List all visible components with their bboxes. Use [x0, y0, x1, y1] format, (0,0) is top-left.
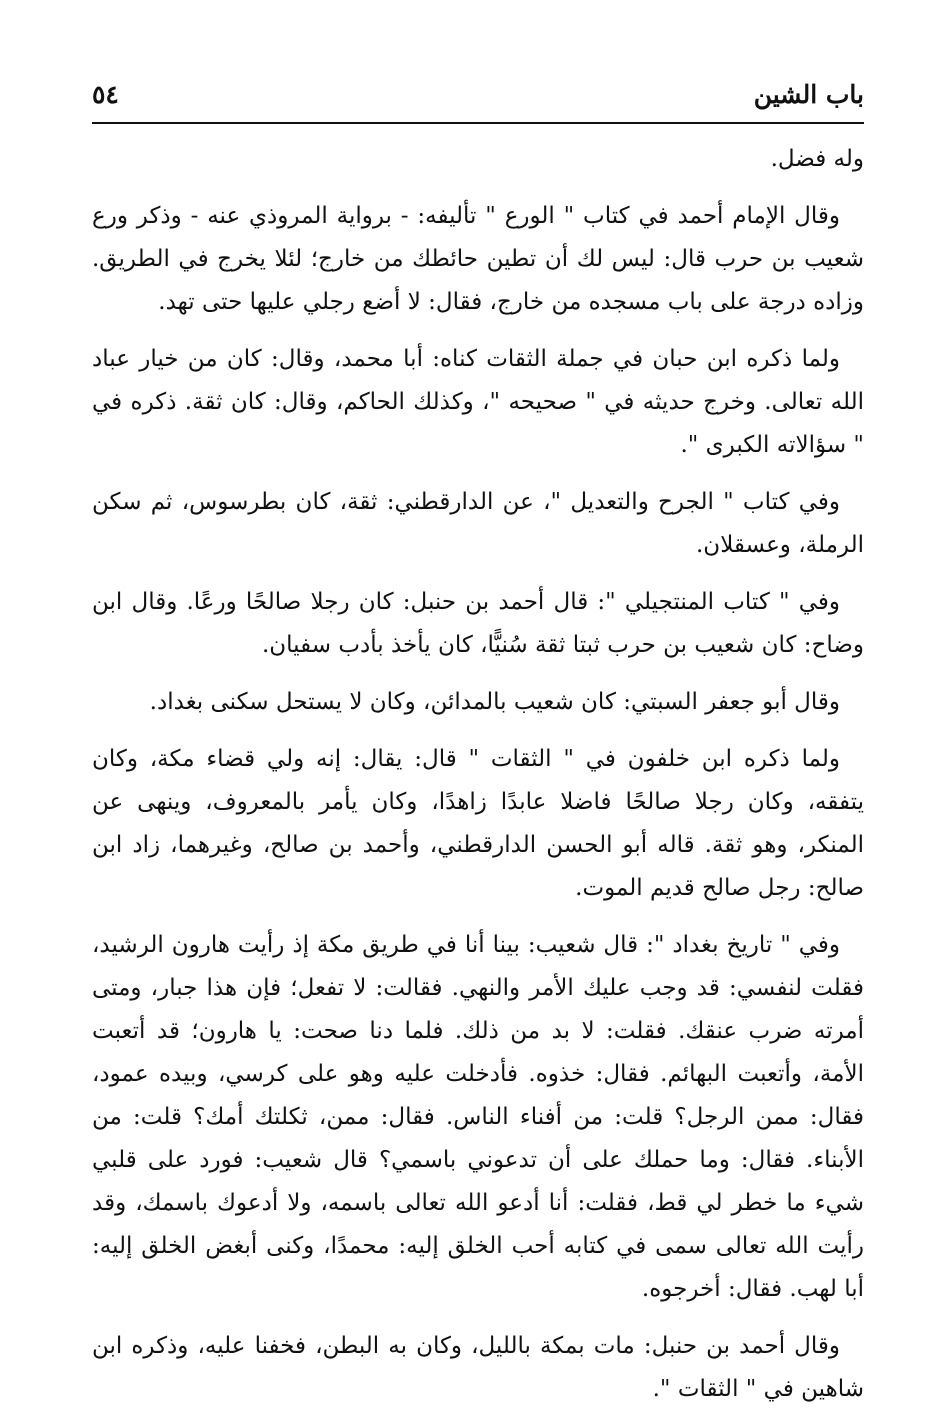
paragraph: ولما ذكره ابن حبان في جملة الثقات كناه: أبا محمد، وقال: كان من خيار عباد الله تعالى. وخرج حديثه في " صحيحه "، وكذلك الحاكم، وقال: كان ثقة. ذكره في " سؤالاته الكبرى ".	[92, 346, 864, 458]
page-number: ٥٤	[92, 80, 119, 109]
paragraph: وله فضل.	[770, 146, 864, 172]
body-text	[92, 138, 864, 1425]
paragraph: وقال أبو جعفر السبتي: كان شعيب بالمدائن، وكان لا يستحل سكنى بغداد.	[149, 689, 840, 715]
page-header	[92, 78, 864, 120]
paragraph: ولما ذكره ابن خلفون في " الثقات " قال: يقال: إنه ولي قضاء مكة، وكان يتفقه، وكان رجلا صالحًا فاضلا عابدًا زاهدًا، وكان يأمر بالمعروف، وينهى عن المنكر، وهو ثقة. قاله أبو الحسن الدارقطني، وأحمد بن صالح، وغيرهما، زاد ابن صالح: رجل صالح قديم الموت.	[92, 746, 864, 901]
paragraph: وفي كتاب " الجرح والتعديل "، عن الدارقطني: ثقة، كان بطرسوس، ثم سكن الرملة، وعسقلان.	[92, 489, 864, 558]
header-rule	[92, 122, 864, 124]
paragraph: وفي " تاريخ بغداد ": قال شعيب: بينا أنا في طريق مكة إذ رأيت هارون الرشيد، فقلت لنفسي: قد وجب عليك الأمر والنهي. فقالت: لا تفعل؛ فإن هذا جبار، ومتى أمرته ضرب عنقك. فقلت: لا بد من ذلك. فلما دنا صحت: يا هارون؛ قد أتعبت الأمة، وأتعبت البهائم. فقال: خذوه. فأدخلت عليه وهو على كرسي، وبيده عمود، فقال: ممن الرجل؟ قلت: من أفناء الناس. فقال: ممن، ثكلتك أمك؟ قلت: من الأبناء. فقال: وما حملك على أن تدعوني باسمي؟ قال شعيب: فورد على قلبي شيء ما خطر لي قط، فقلت: أنا أدعو الله تعالى باسمه، ولا أدعوك باسمك، وقد رأيت الله تعالى سمى في كتابه أحب الخلق إليه: محمدًا، وكنى أبغض الخلق إليه: أبا لهب. فقال: أخرجوه.	[92, 932, 864, 1302]
paragraph: وقال أحمد بن حنبل: مات بمكة بالليل، وكان به البطن، فخفنا عليه، وذكره ابن شاهين في " الثقات ".	[92, 1333, 864, 1402]
chapter-title: باب الشين	[753, 80, 864, 109]
paragraph: وفي " كتاب المنتجيلي ": قال أحمد بن حنبل: كان رجلا صالحًا ورعًا. وقال ابن وضاح: كان شعيب بن حرب ثبتا ثقة سُنيًّا، كان يأخذ بأدب سفيان.	[92, 589, 864, 658]
paragraph: وقال الإمام أحمد في كتاب " الورع " تأليفه: - برواية المروذي عنه - وذكر ورع شعيب بن حرب قال: ليس لك أن تطين حائطك من خارج؛ لئلا يخرج في الطريق. وزاده درجة على باب مسجده من خارج، فقال: لا أضع رجلي عليها حتى تهد.	[92, 203, 864, 315]
